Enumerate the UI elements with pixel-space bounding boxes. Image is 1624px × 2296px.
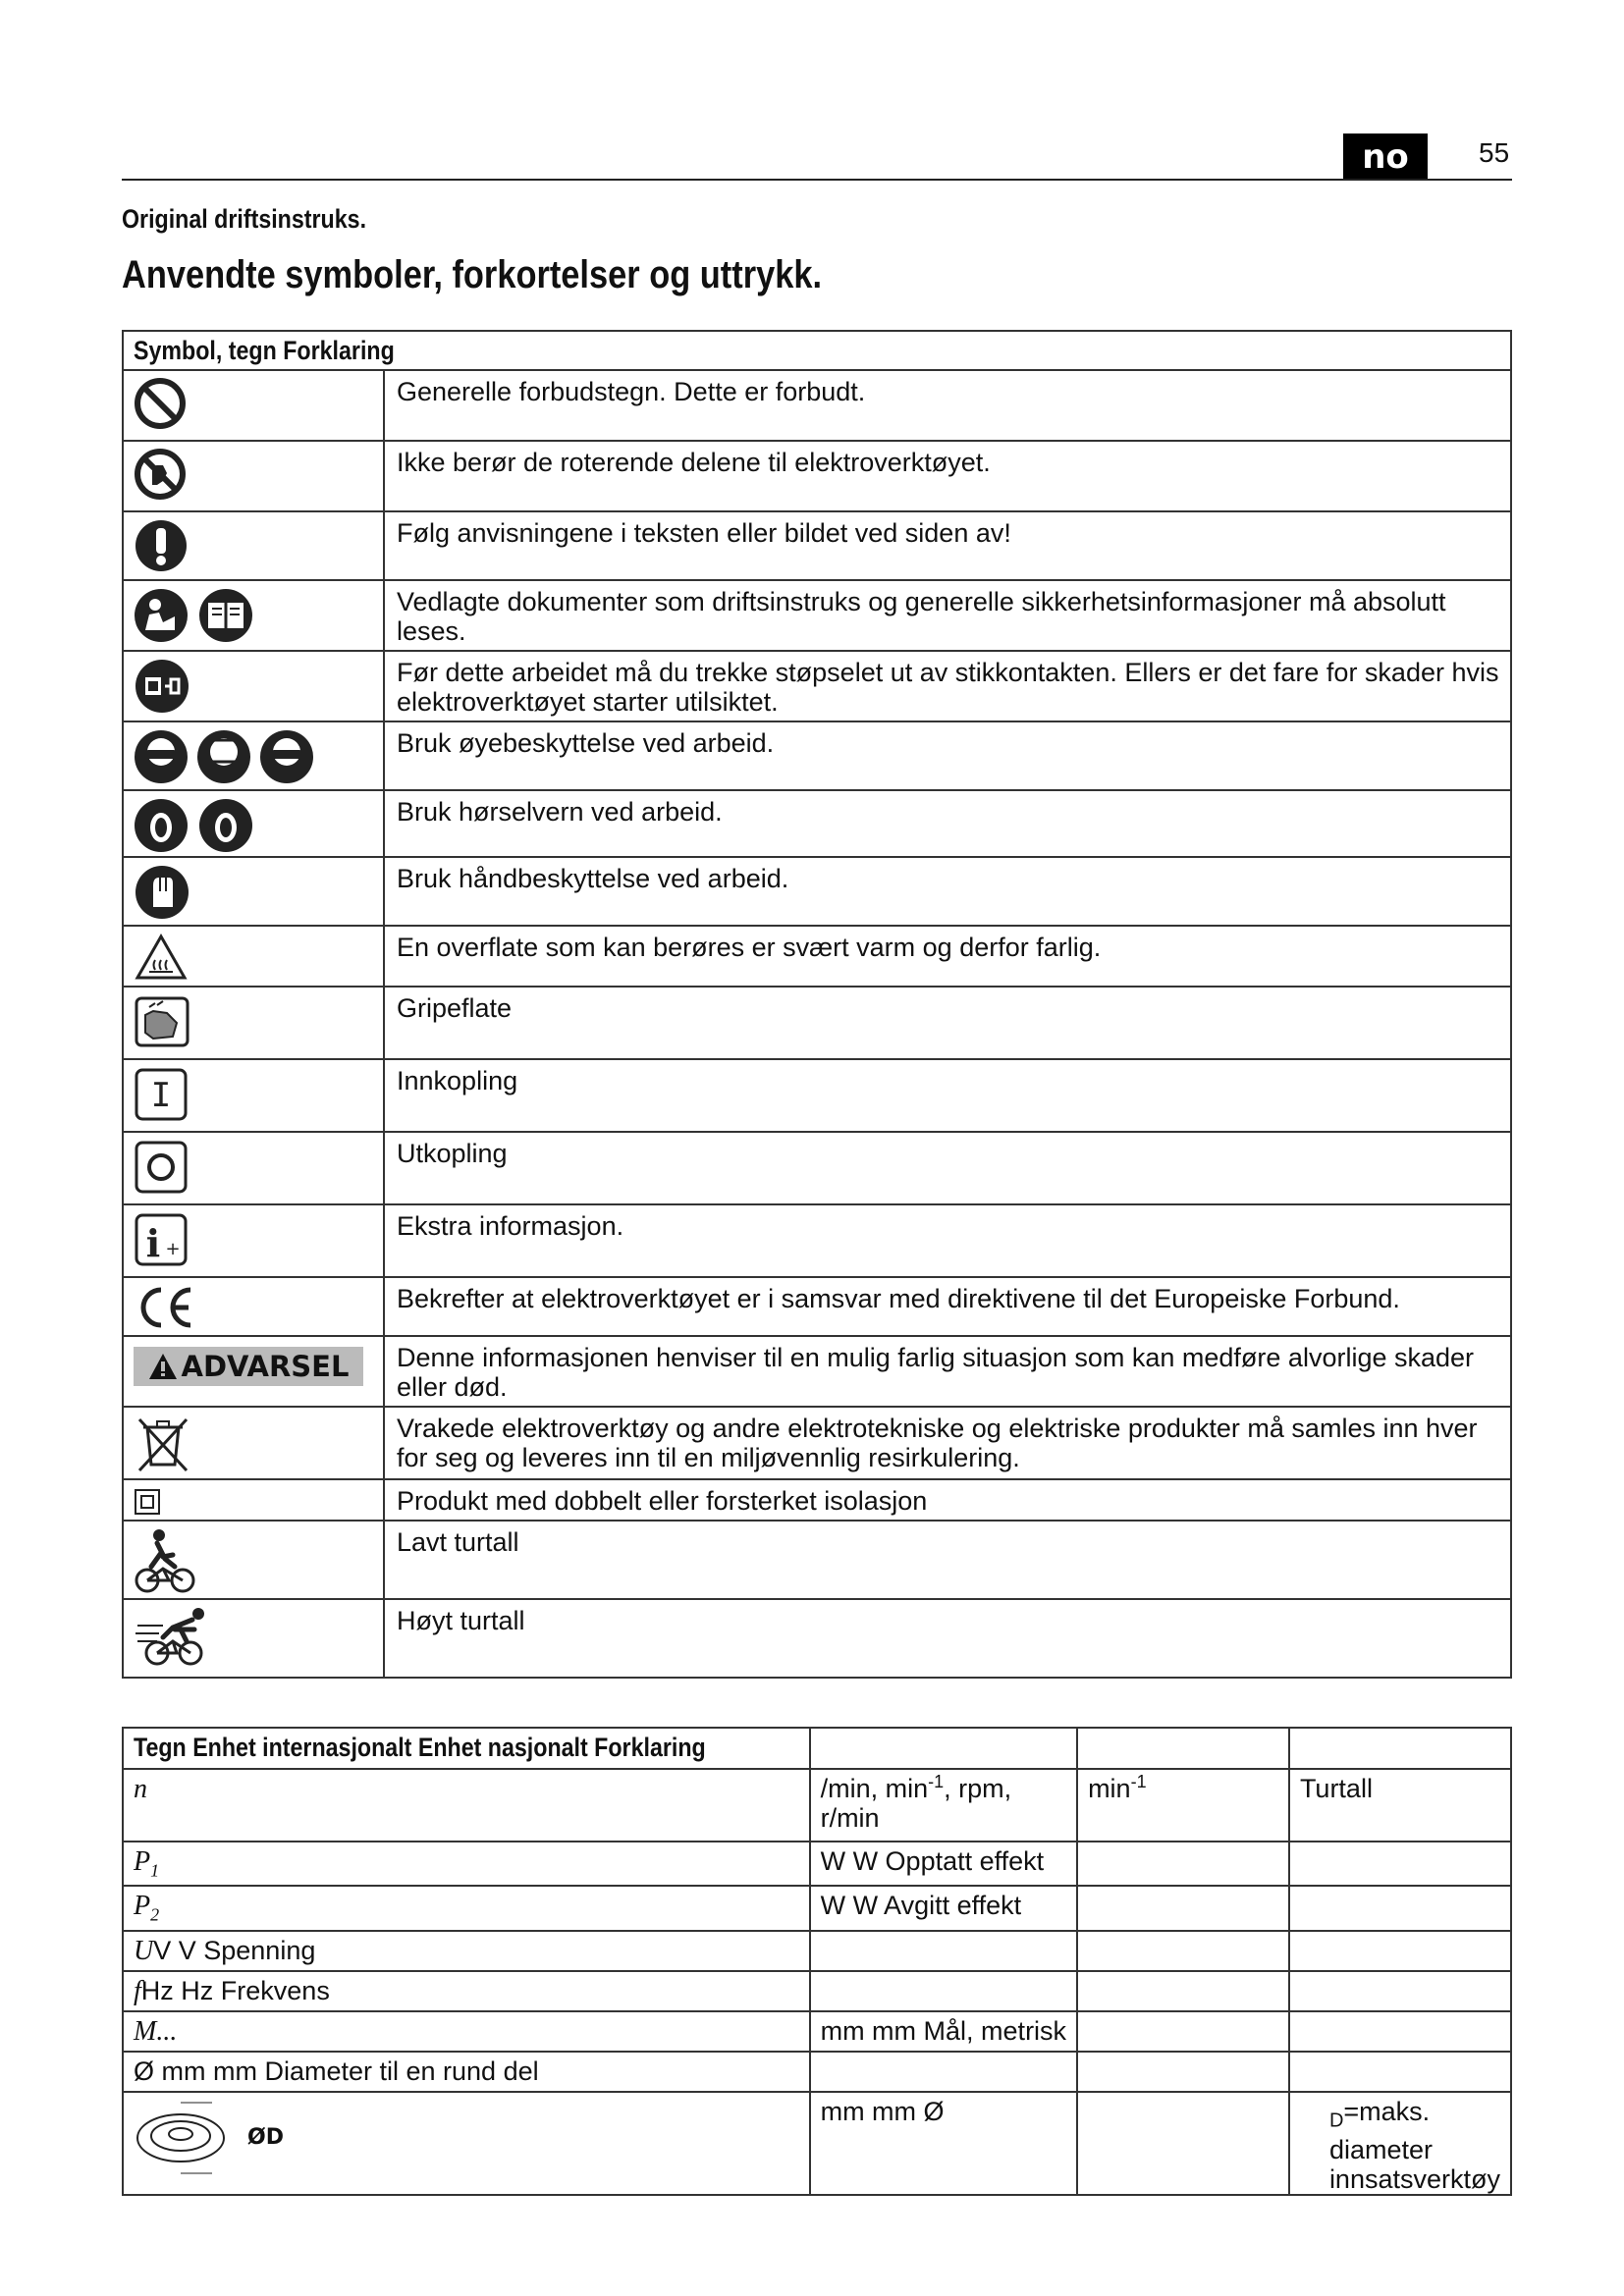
sign: U	[134, 1935, 154, 1966]
symbol-description: Bruk hørselvern ved arbeid.	[384, 790, 1511, 857]
symbols-table	[122, 330, 1512, 1679]
symbol-description: Ikke berør de roterende delene til elektroverktøyet.	[384, 441, 1511, 511]
prohibition-icon	[134, 377, 187, 430]
units-row-text: V V Spenning	[153, 1935, 316, 1965]
symbol-description: Høyt turtall	[384, 1599, 1511, 1678]
table-row	[123, 857, 1511, 926]
explanation: $_D$=maks. diameter innsatsverktøy	[1289, 2092, 1511, 2195]
hearing-protection-icon	[134, 797, 253, 854]
unit-national: $\min^{-1}$	[1077, 1769, 1289, 1842]
symbol-description: Utkopling	[384, 1132, 1511, 1204]
table-row	[123, 1059, 1511, 1132]
table-row	[123, 511, 1511, 580]
units-table-header: Tegn Enhet internasjonalt Enhet nasjonalt Forklaring	[123, 1728, 810, 1769]
symbol-description: Vedlagte dokumenter som driftsinstruks og generelle sikkerhetsinformasjoner må absolutt leses.	[384, 580, 1511, 651]
warning-label-icon	[134, 1347, 363, 1386]
page-number: 55	[1479, 137, 1510, 168]
sign: P	[134, 1891, 151, 1922]
unit-international: /min, $\min^{-1}$, rpm, r/min	[810, 1769, 1077, 1842]
table-row	[123, 1336, 1511, 1407]
symbol-description: Gripeflate	[384, 987, 1511, 1059]
sign-subscript: 2	[150, 1904, 160, 1925]
table-row	[123, 1521, 1511, 1599]
low-speed-bike-icon	[134, 1527, 198, 1596]
warning-label-text: ADVARSEL	[181, 1350, 350, 1383]
unit-international: mm mm Ø	[810, 2092, 1077, 2195]
units-header-cell	[1289, 1728, 1511, 1769]
table-row	[123, 441, 1511, 511]
symbol-description: Lavt turtall	[384, 1521, 1511, 1599]
symbol-description: Bruk øyebeskyttelse ved arbeid.	[384, 721, 1511, 790]
table-row	[123, 1886, 1511, 1930]
symbol-description: Ekstra informasjon.	[384, 1204, 1511, 1277]
document-subtitle: Original driftsinstruks.	[122, 204, 367, 234]
table-row	[123, 651, 1511, 721]
table-row	[123, 1479, 1511, 1521]
table-row	[123, 1971, 1511, 2011]
hot-surface-icon	[134, 933, 189, 982]
sign-subscript: 1	[150, 1860, 160, 1881]
language-badge: no	[1343, 133, 1428, 179]
table-row	[123, 1132, 1511, 1204]
double-insulation-icon	[134, 1488, 161, 1516]
weee-bin-icon	[134, 1414, 192, 1474]
do-not-touch-rotating-icon	[134, 448, 187, 501]
table-row	[123, 2092, 1511, 2195]
hand-protection-icon	[134, 864, 190, 921]
table-row	[123, 1204, 1511, 1277]
table-row	[123, 987, 1511, 1059]
symbol-description: Generelle forbudstegn. Dette er forbudt.	[384, 370, 1511, 441]
sign: n	[134, 1774, 147, 1804]
table-row	[123, 2011, 1511, 2052]
info-icon	[134, 1211, 190, 1268]
symbol-description: Vrakede elektroverktøy og andre elektrotekniske og elektriske produkter må samles inn hver for seg og leveres inn til en miljøvennlig resirkulering.	[384, 1407, 1511, 1479]
units-row-text: W W Avgitt effekt	[810, 1886, 1077, 1930]
table-row	[123, 1931, 1511, 1971]
svg-text:I: I	[150, 1076, 172, 1115]
symbol-description: Bruk håndbeskyttelse ved arbeid.	[384, 857, 1511, 926]
units-row-text: mm mm Mål, metrisk	[810, 2011, 1077, 2052]
disc-icon-label: ØD	[247, 2124, 284, 2150]
svg-text:+: +	[165, 1239, 181, 1259]
table-row	[123, 1277, 1511, 1336]
sign: f	[134, 1975, 141, 2006]
grinding-disc-diameter-icon	[134, 2099, 244, 2177]
table-row	[123, 1599, 1511, 1678]
table-row	[123, 1842, 1511, 1886]
symbol-description: Bekrefter at elektroverktøyet er i samsvar med direktivene til det Europeiske Forbund.	[384, 1277, 1511, 1336]
table-row	[123, 926, 1511, 987]
header-rule	[122, 179, 1512, 181]
grip-surface-icon	[134, 993, 190, 1050]
units-row-text: Hz Hz Frekvens	[140, 1975, 330, 2005]
table-row	[123, 580, 1511, 651]
units-table	[122, 1727, 1512, 2196]
table-row	[123, 721, 1511, 790]
exclamation-icon	[134, 518, 189, 573]
switch-on-icon	[134, 1066, 190, 1123]
sign: M...	[134, 2015, 178, 2047]
units-header-cell	[1077, 1728, 1289, 1769]
sign: P	[134, 1846, 151, 1877]
table-row	[123, 1769, 1511, 1842]
high-speed-bike-icon	[134, 1606, 216, 1669]
svg-text:i: i	[145, 1221, 161, 1265]
table-row	[123, 2052, 1511, 2092]
units-header-cell	[810, 1728, 1077, 1769]
read-manual-icon	[134, 587, 253, 644]
explanation: Turtall	[1289, 1769, 1511, 1842]
symbol-description: Denne informasjonen henviser til en mulig farlig situasjon som kan medføre alvorlige skader eller død.	[384, 1336, 1511, 1407]
table-row	[123, 790, 1511, 857]
unplug-icon	[134, 658, 190, 715]
switch-off-icon	[134, 1139, 190, 1196]
symbol-description: Produkt med dobbelt eller forsterket isolasjon	[384, 1479, 1511, 1521]
table-row	[123, 1407, 1511, 1479]
symbols-table-header: Symbol, tegn Forklaring	[123, 331, 1511, 370]
symbol-description: Innkopling	[384, 1059, 1511, 1132]
units-row-text: Ø mm mm Diameter til en rund del	[123, 2052, 810, 2092]
symbol-description: Følg anvisningene i teksten eller bildet ved siden av!	[384, 511, 1511, 580]
eye-protection-icon	[134, 728, 314, 785]
page-title: Anvendte symboler, forkortelser og uttrykk.	[122, 253, 823, 296]
table-row	[123, 370, 1511, 441]
symbol-description: Før dette arbeidet må du trekke støpselet ut av stikkontakten. Ellers er det fare for skader hvis elektroverktøyet starter utilsiktet.	[384, 651, 1511, 721]
symbol-description: En overflate som kan berøres er svært varm og derfor farlig.	[384, 926, 1511, 987]
ce-mark-icon	[134, 1284, 196, 1331]
units-row-text: W W Opptatt effekt	[810, 1842, 1077, 1886]
